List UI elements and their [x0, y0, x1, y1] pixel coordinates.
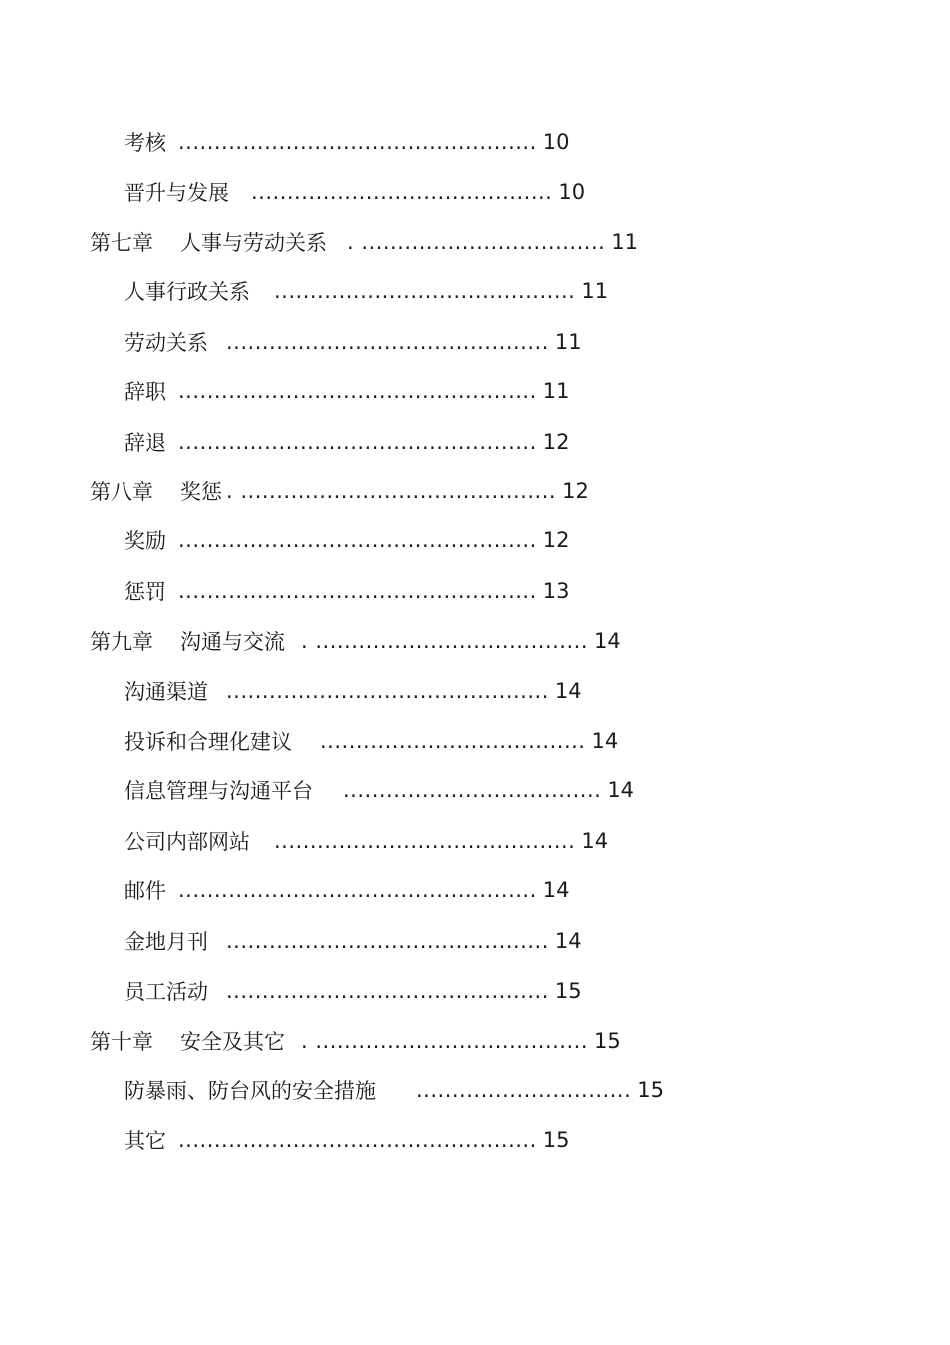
toc-leader-dots: ..................................................: [178, 430, 537, 454]
toc-entry[interactable]: [124, 276, 608, 306]
toc-entry-title: 人事行政关系: [124, 280, 250, 304]
toc-entry-title: 劳动关系: [124, 331, 208, 355]
toc-page-number: 14: [594, 629, 621, 653]
toc-entry-title: 员工活动: [124, 980, 208, 1004]
toc-entry-title: 晋升与发展: [124, 181, 229, 205]
toc-entry[interactable]: [124, 976, 582, 1006]
toc-entry-title: 辞退: [124, 431, 166, 455]
toc-entry[interactable]: [124, 726, 618, 756]
toc-leader-dots: . ......................................: [301, 1029, 589, 1053]
toc-leader-dots: ..........................................: [251, 180, 553, 204]
toc-entry[interactable]: [124, 427, 570, 457]
toc-entry-title: 防暴雨、防台风的安全措施: [124, 1079, 376, 1103]
toc-page-number: 14: [591, 729, 619, 753]
toc-leader-dots: .............................................: [226, 330, 549, 354]
toc-entry-title: 考核: [124, 131, 166, 155]
toc-entry-title: 人事与劳动关系: [180, 231, 327, 255]
toc-entry-title: 公司内部网站: [124, 830, 250, 854]
toc-leader-dots: ..................................................: [178, 528, 537, 552]
toc-page-number: 11: [542, 379, 570, 403]
toc-leader-dots: ..........................................: [274, 829, 576, 853]
toc-chapter-entry[interactable]: [90, 476, 589, 506]
toc-chapter-entry[interactable]: [90, 1026, 621, 1056]
toc-leader-dots: ..................................................: [178, 379, 537, 403]
toc-entry[interactable]: [124, 327, 582, 357]
toc-page-number: 14: [554, 929, 582, 953]
toc-chapter-number: 第十章: [90, 1030, 153, 1054]
toc-page-number: 14: [607, 778, 635, 802]
toc-leader-dots: ..................................................: [178, 579, 537, 603]
toc-chapter-number: 第九章: [90, 630, 153, 654]
toc-chapter-number: 第七章: [90, 231, 153, 255]
toc-chapter-entry[interactable]: [90, 626, 621, 656]
toc-leader-dots: ..................................................: [178, 130, 537, 154]
toc-entry[interactable]: [124, 525, 570, 555]
toc-leader-dots: ..................................................: [178, 1128, 537, 1152]
toc-leader-dots: .............................................: [226, 979, 549, 1003]
toc-entry-title: 邮件: [124, 879, 166, 903]
toc-page-number: 15: [554, 979, 582, 1003]
toc-page-number: 12: [542, 430, 570, 454]
toc-entry[interactable]: [124, 676, 582, 706]
toc-entry[interactable]: [124, 177, 585, 207]
toc-leader-dots: ....................................: [343, 778, 602, 802]
toc-entry[interactable]: [124, 376, 570, 406]
toc-page-number: 12: [562, 479, 589, 503]
toc-page-number: 10: [558, 180, 586, 204]
toc-entry-title: 信息管理与沟通平台: [124, 779, 313, 803]
toc-entry[interactable]: [124, 775, 634, 805]
toc-page-number: 15: [637, 1078, 664, 1102]
toc-leader-dots: . ......................................: [301, 629, 589, 653]
toc-entry-title: 沟通渠道: [124, 680, 208, 704]
toc-entry[interactable]: [124, 926, 582, 956]
toc-entry[interactable]: [124, 1125, 570, 1155]
toc-page-number: 14: [542, 878, 570, 902]
toc-entry-title: 奖励: [124, 529, 166, 553]
toc-page-number: 15: [542, 1128, 570, 1152]
toc-entry-title: 投诉和合理化建议: [124, 730, 292, 754]
toc-entry-title: 惩罚: [124, 580, 166, 604]
toc-leader-dots: .............................................: [226, 929, 549, 953]
toc-page-number: 15: [594, 1029, 621, 1053]
toc-entry-title: 奖惩: [180, 480, 222, 504]
toc-page-number: 13: [542, 579, 570, 603]
toc-leader-dots: . ............................................: [226, 479, 557, 503]
toc-chapter-entry[interactable]: [90, 227, 638, 257]
toc-entry-title: 沟通与交流: [180, 630, 285, 654]
toc-entry[interactable]: [124, 826, 608, 856]
toc-entry[interactable]: [124, 576, 570, 606]
toc-page-number: 11: [611, 230, 639, 254]
toc-leader-dots: .............................................: [226, 679, 549, 703]
toc-page-number: 12: [542, 528, 570, 552]
toc-page-number: 14: [554, 679, 582, 703]
toc-entry-title: 其它: [124, 1129, 166, 1153]
toc-entry[interactable]: [124, 127, 570, 157]
toc-page-number: 11: [581, 279, 609, 303]
toc-leader-dots: .....................................: [320, 729, 586, 753]
toc-page-number: 14: [581, 829, 609, 853]
toc-page-number: 11: [554, 330, 582, 354]
toc-entry-title: 安全及其它: [180, 1030, 285, 1054]
toc-leader-dots: ..........................................: [274, 279, 576, 303]
toc-leader-dots: . ..................................: [347, 230, 606, 254]
toc-page-number: 10: [542, 130, 570, 154]
toc-entry[interactable]: [124, 1075, 664, 1105]
toc-leader-dots: ..................................................: [178, 878, 537, 902]
toc-chapter-number: 第八章: [90, 480, 153, 504]
toc-entry-title: 金地月刊: [124, 930, 208, 954]
toc-entry-title: 辞职: [124, 380, 166, 404]
toc-leader-dots: ..............................: [416, 1078, 632, 1102]
toc-entry[interactable]: [124, 875, 570, 905]
